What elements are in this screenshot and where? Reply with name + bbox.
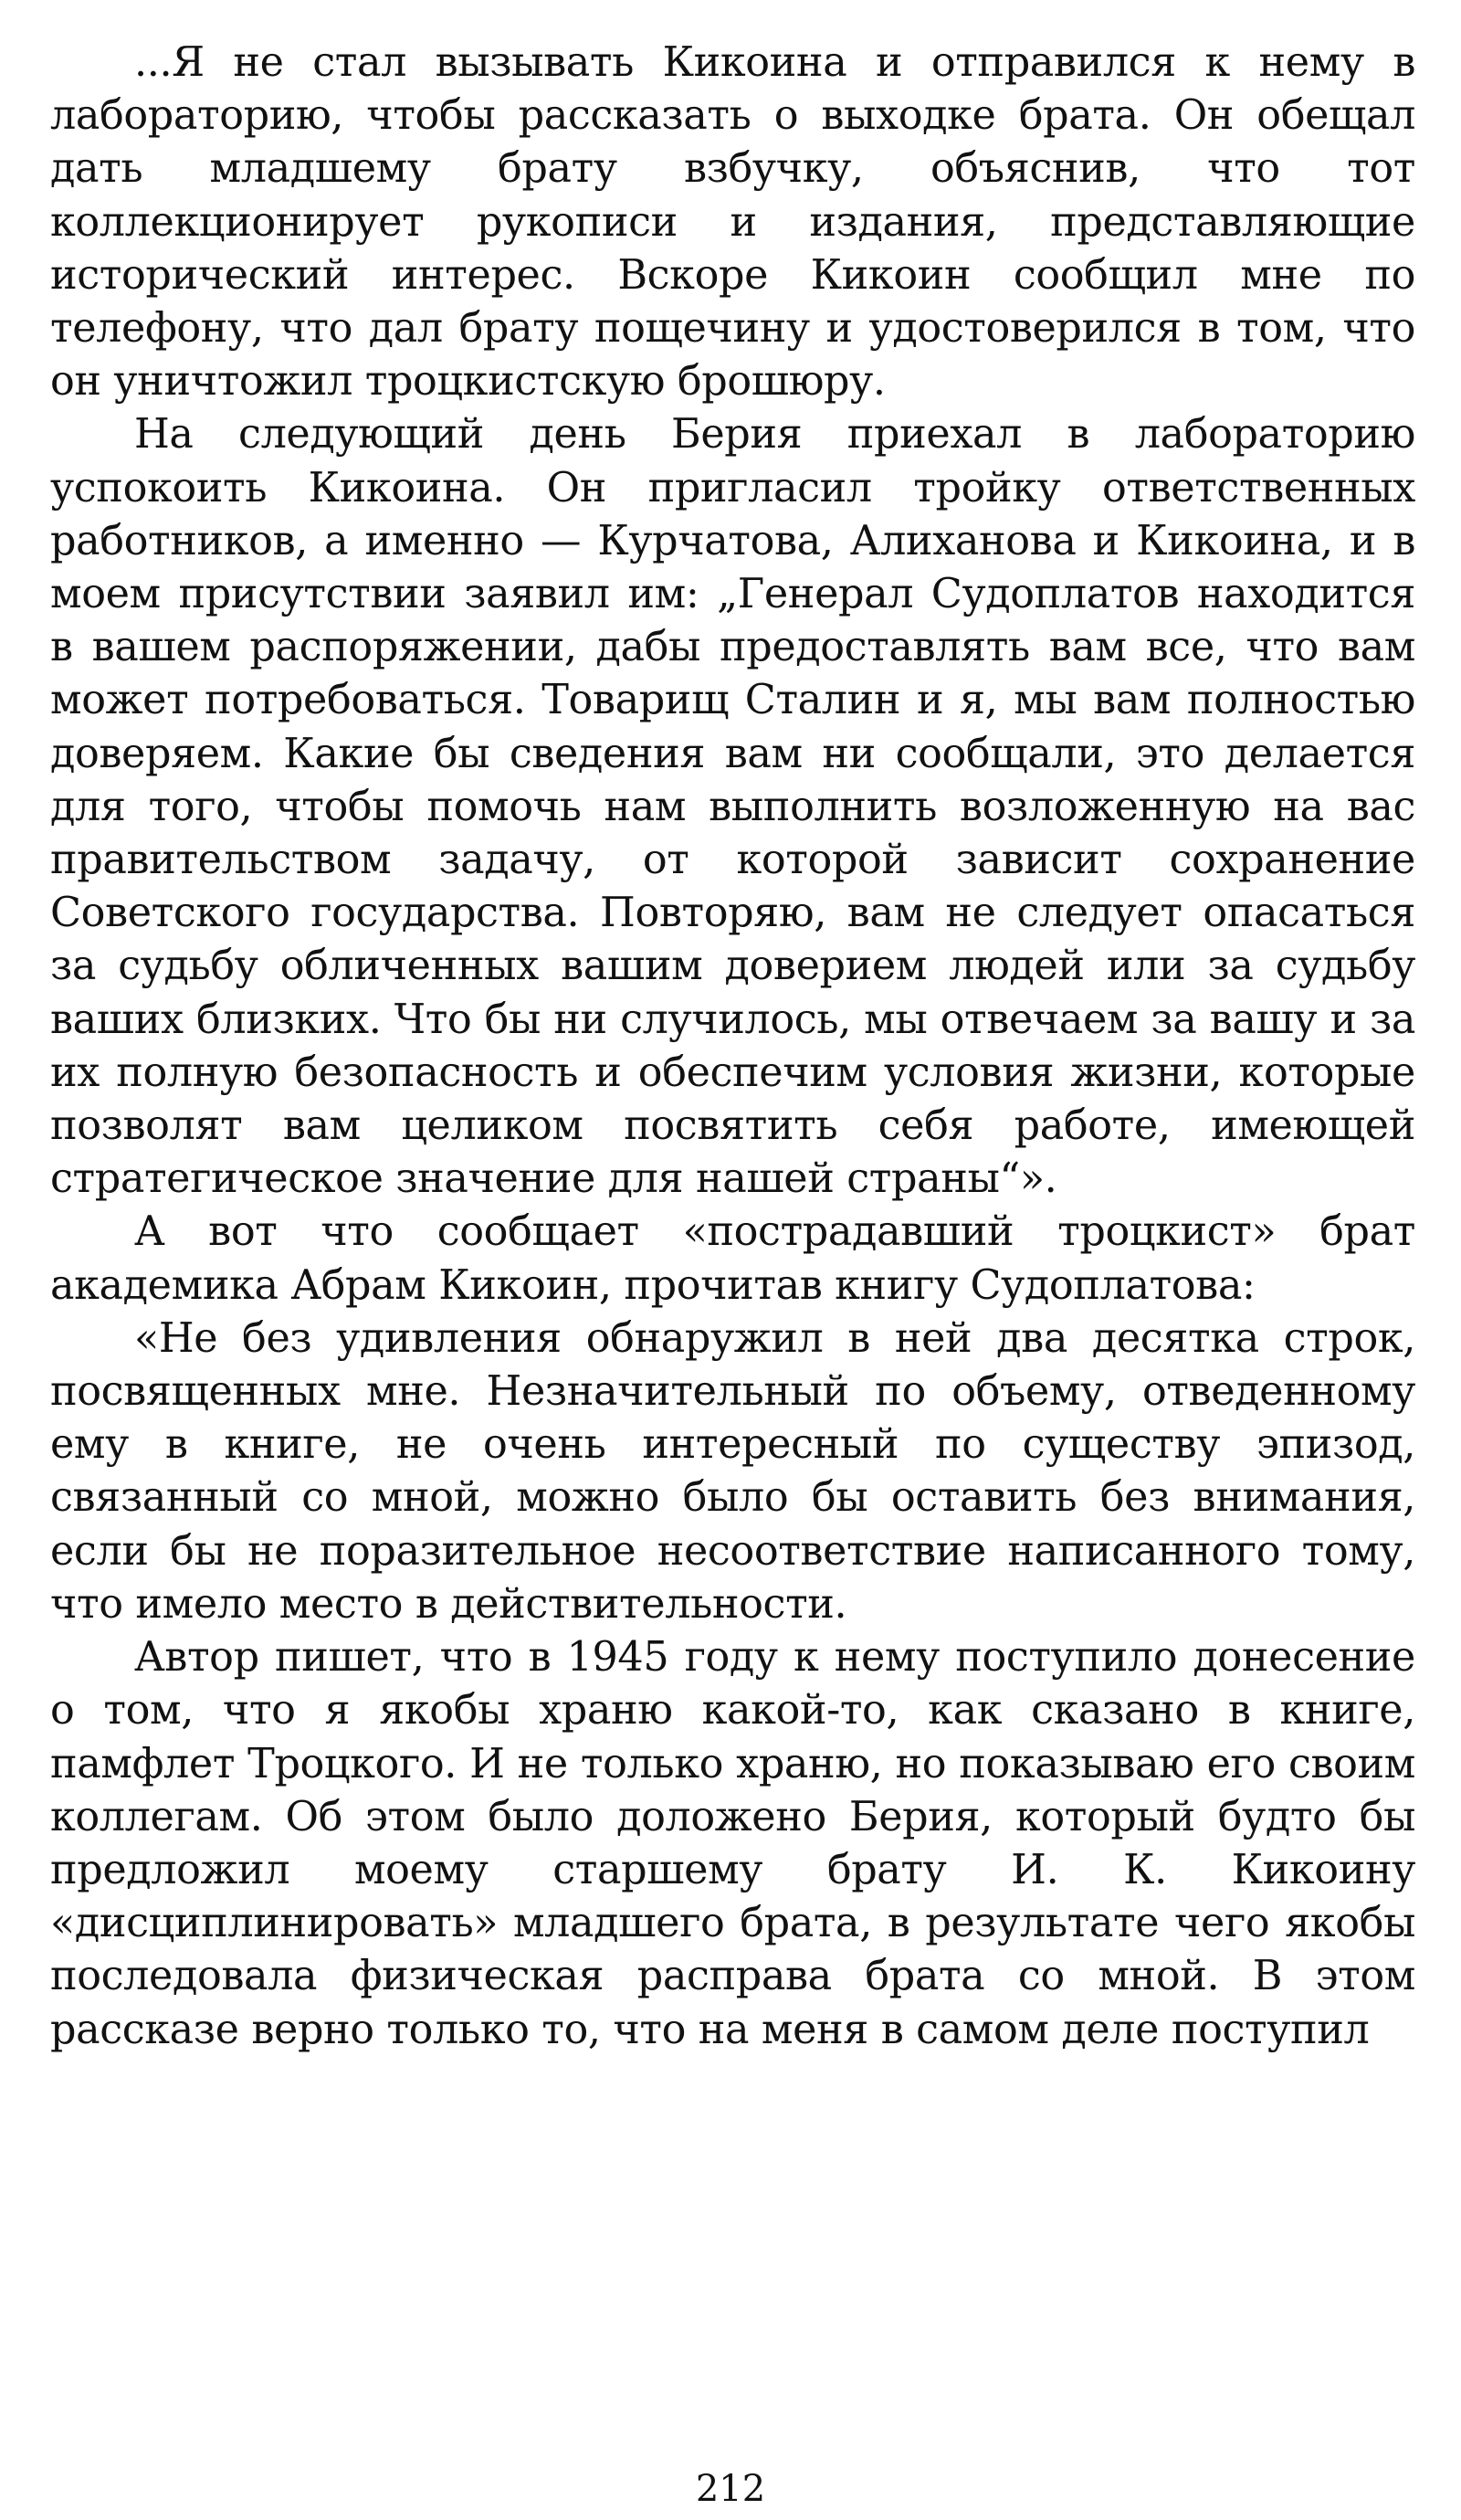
paragraph-4: «Не без удивления обнаружил в ней два десятка строк, посвященных мне. Незначительный по объему, отведенному ему в книге, не очень интересный по существу эпизод, связанный со мной, можно было бы оставить без внимания, если бы не поразительное несоответствие написанного тому, что имело место в действительности. [50, 1314, 1415, 1628]
paragraph-2: На следующий день Берия приехал в лабораторию успокоить Кикоина. Он пригласил тройку ответственных работников, а именно — Курчатова, Алиханова и Кикоина, и в моем присутствии заявил им: „Генерал Судоплатов находится в вашем распоряжении, дабы предоставлять вам все, что вам может потребоваться. Товарищ Сталин и я, мы вам полностью доверяем. Какие бы сведения вам ни сообщали, это делается для того, чтобы помочь нам выполнить возложенную на вас правительством задачу, от которой зависит сохранение Советского государства. Повторяю, вам не следует опасаться за судьбу обличенных вашим доверием людей или за судьбу ваших близких. Что бы ни случилось, мы отвечаем за вашу и за их полную безопасность и обеспечим условия жизни, которые позволят вам целиком посвятить себя работе, имеющей стратегическое значение для нашей страны“». [50, 411, 1415, 1203]
page-number: 212 [695, 2468, 766, 2510]
paragraph-3: А вот что сообщает «пострадавший троцкист» брат академика Абрам Кикоин, прочитав книгу Судоплатова: [50, 1208, 1415, 1309]
paragraph-5: Автор пишет, что в 1945 году к нему поступило донесение о том, что я якобы храню какой-то, как сказано в книге, памфлет Троцкого. И не только храню, но показываю его своим коллегам. Об этом было доложено Берия, который будто бы предложил моему старшему брату И. К. Кикоину «дисциплинировать» младшего брата, в результате чего якобы последовала физическая расправа брата со мной. В этом рассказе верно только то, что на меня в самом деле поступил [50, 1634, 1415, 2053]
page-text [50, 37, 1415, 2484]
paragraph-1: ...Я не стал вызывать Кикоина и отправился к нему в лабораторию, чтобы рассказать о выходке брата. Он обещал дать младшему брату взбучку, объяснив, что тот коллекционирует рукописи и издания, представляющие исторический интерес. Вскоре Кикоин сообщил мне по телефону, что дал брату пощечину и удостоверился в том, что он уничтожил троцкистскую брошюру. [50, 39, 1415, 406]
